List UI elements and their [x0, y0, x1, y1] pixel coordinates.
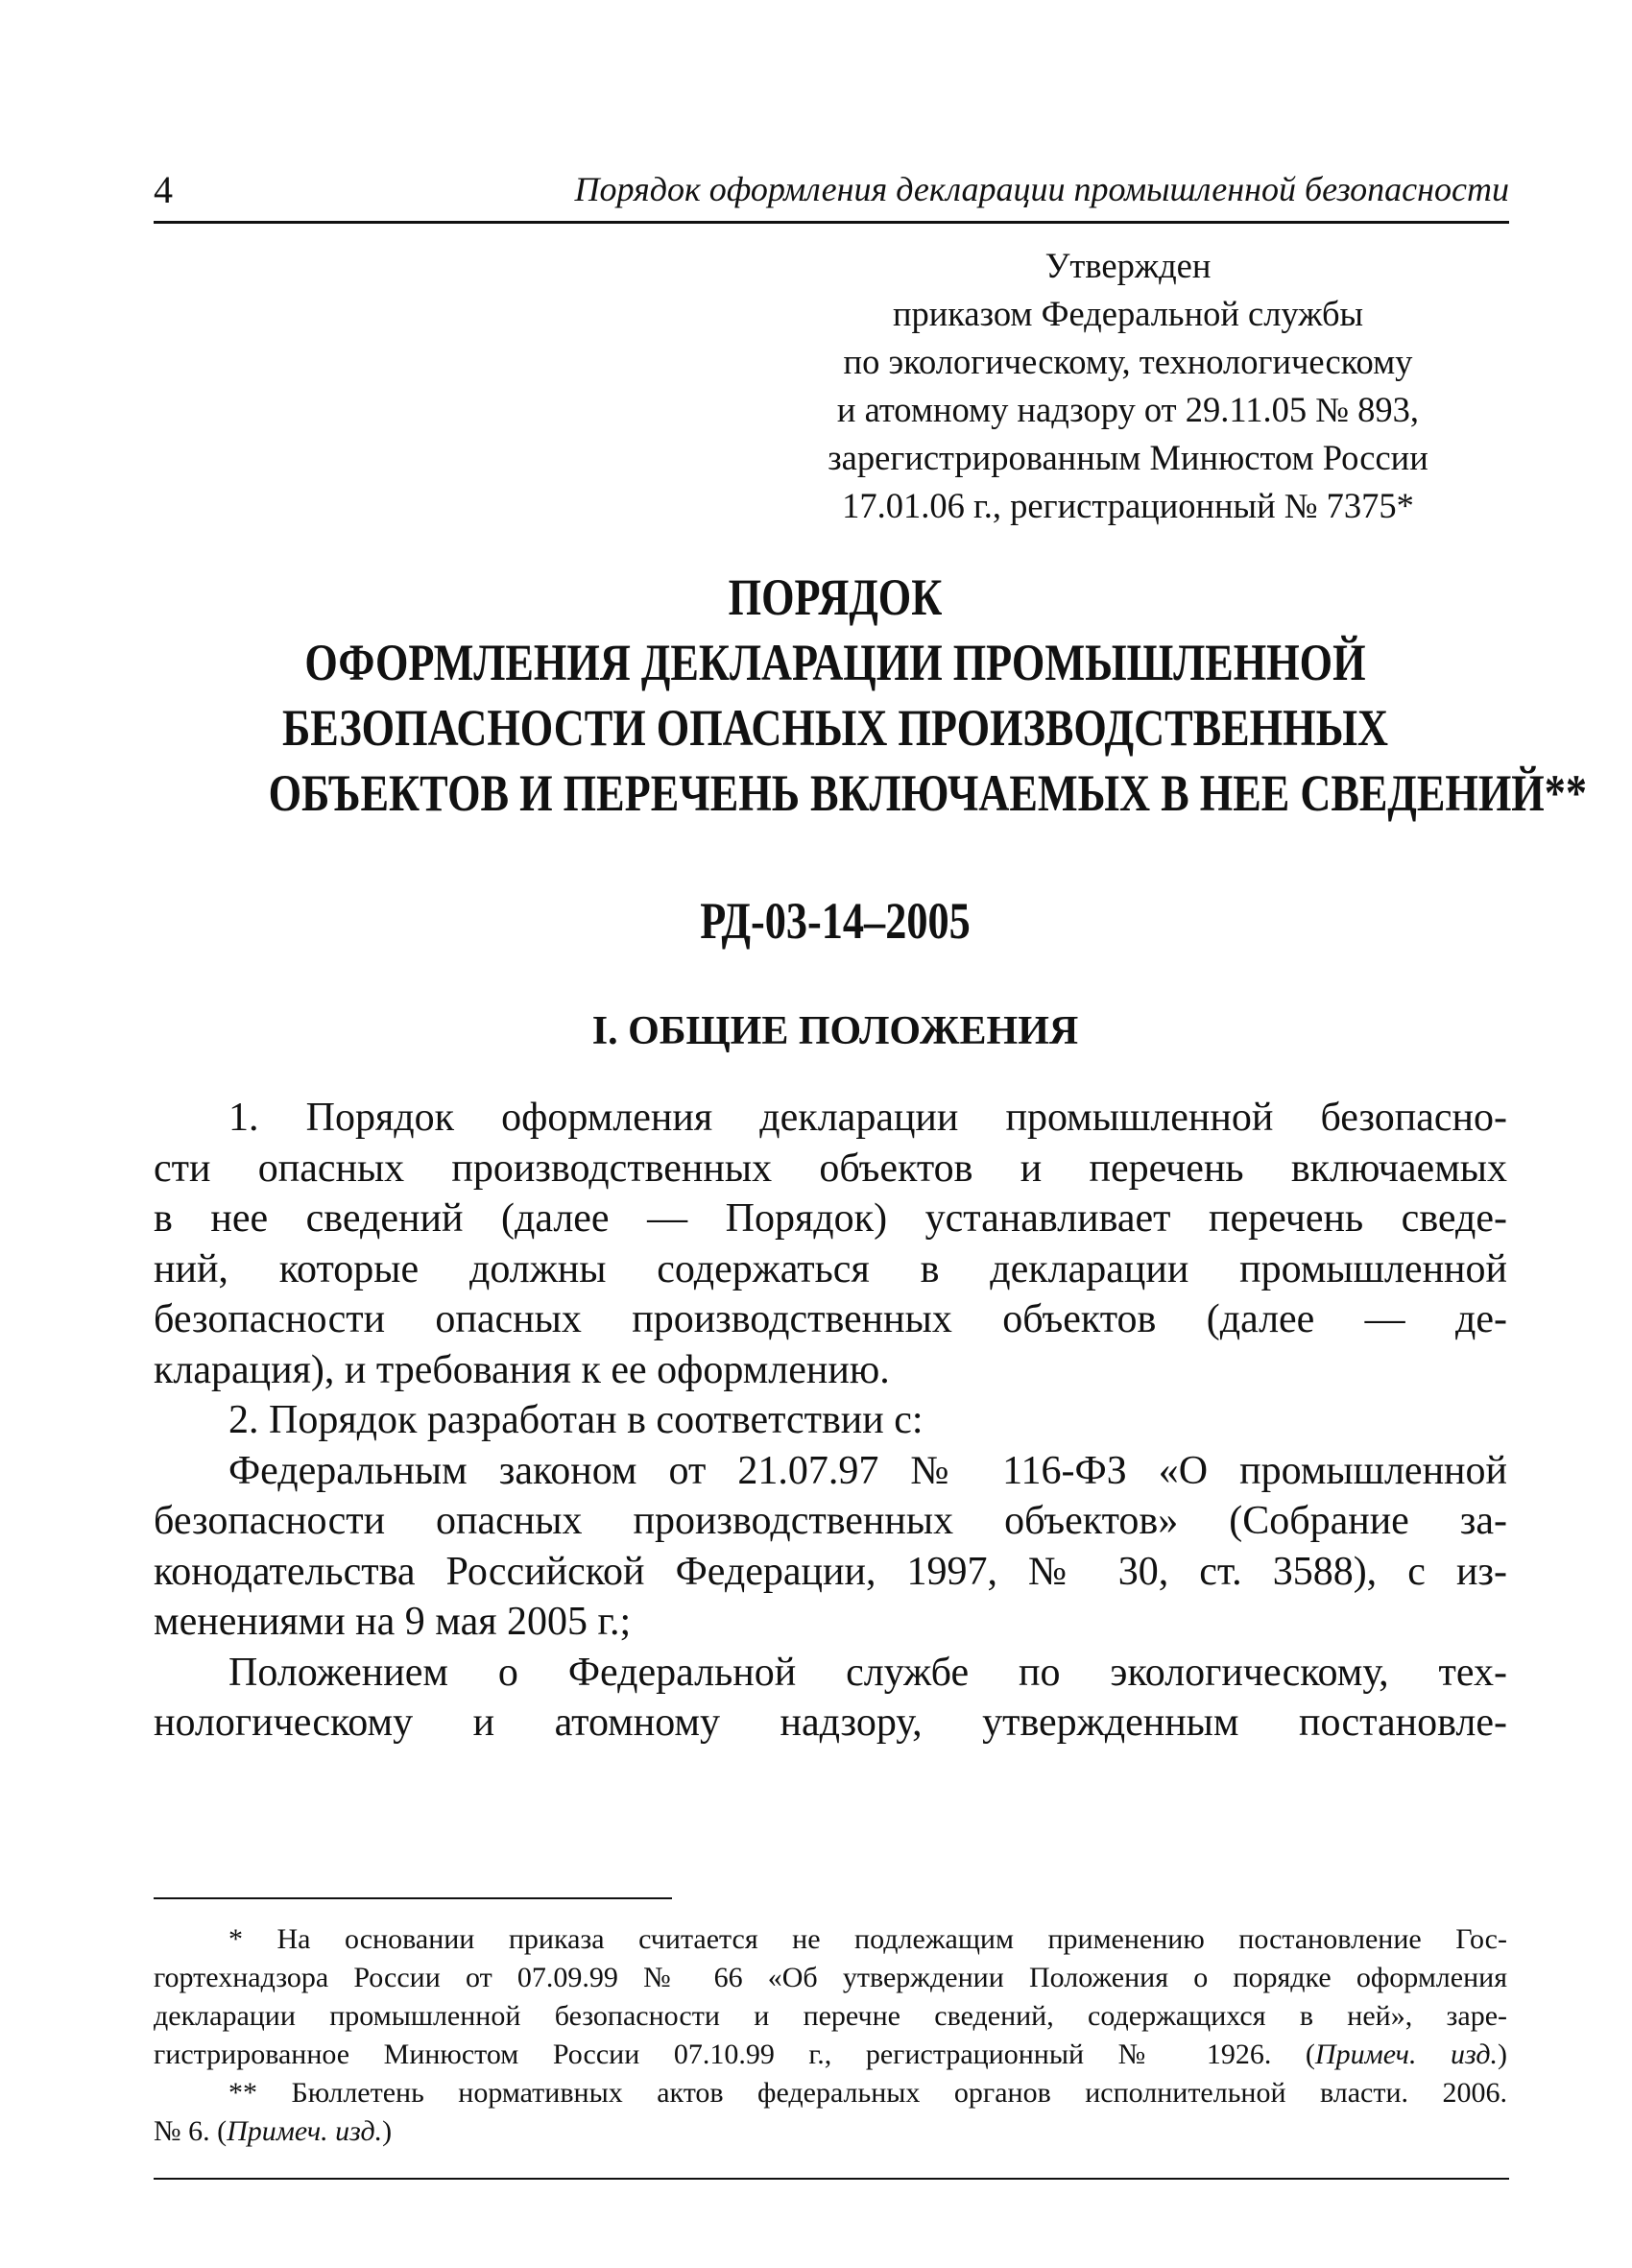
footnote-line: ** Бюллетень нормативных актов федеральных органов исполнительной власти. 2006.	[228, 2077, 1507, 2109]
footnote-separator	[154, 1897, 672, 1899]
approval-line: Утвержден	[1044, 246, 1212, 285]
approval-line: и атомному надзору от 29.11.05 № 893,	[836, 390, 1420, 429]
paragraph-line: кларация), и требования к ее оформлению.	[154, 1347, 890, 1392]
paragraph-line: нологическому и атомному надзору, утвержденным постановле-	[154, 1701, 1507, 1745]
running-title: Порядок оформления декларации промышленной безопасности	[574, 170, 1509, 208]
section-body	[154, 1093, 1507, 1749]
note-close: )	[1498, 2039, 1507, 2070]
footnotes	[154, 1920, 1507, 2151]
running-header	[154, 161, 1509, 224]
approval-line: приказом Федеральной службы	[892, 294, 1364, 333]
approval-line: по экологическому, технологическому	[843, 342, 1413, 381]
footnote-line	[154, 2112, 1507, 2151]
paragraph-line: Федеральным законом от 21.07.97 № 116-ФЗ «О промышленной	[228, 1448, 1507, 1493]
note-close: )	[382, 2115, 393, 2147]
paragraph-line: ний, которые должны содержаться в декларации промышленной	[154, 1246, 1507, 1291]
footnote-line: * На основании приказа считается не подлежащим применению постановление Гос-	[228, 1923, 1507, 1955]
title-line: ОБЪЕКТОВ И ПЕРЕЧЕНЬ ВКЛЮЧАЕМЫХ В НЕЕ СВЕДЕНИЙ**	[268, 764, 1588, 822]
document-code: РД-03-14–2005	[700, 892, 971, 950]
paragraph-line: конодательства Российской Федерации, 1997, № 30, ст. 3588), с из-	[154, 1549, 1507, 1594]
paragraph-line: безопасности опасных производственных объектов (далее — де-	[154, 1297, 1507, 1341]
document-title	[268, 565, 1588, 826]
title-line: ПОРЯДОК	[728, 568, 943, 626]
footnote-line: гортехнадзора России от 07.09.99 № 66 «Об утверждении Положения о порядке оформления	[154, 1962, 1507, 1993]
editor-note: Примеч. изд.	[1314, 2039, 1498, 2070]
footnote-line: декларации промышленной безопасности и перечне сведений, содержащихся в ней», заре-	[154, 2000, 1507, 2032]
approval-line: 17.01.06 г., регистрационный № 7375*	[842, 486, 1414, 525]
paragraph-line: 1. Порядок оформления декларации промышленной безопасно-	[228, 1096, 1507, 1140]
approval-block	[730, 242, 1526, 530]
footnote-text: № 6. (	[154, 2115, 228, 2147]
footnote-text: гистрированное Минюстом России 07.10.99 г., регистрационный № 1926. (	[154, 2039, 1315, 2070]
paragraph-line: в нее сведений (далее — Порядок) устанавливает перечень сведе-	[154, 1196, 1507, 1241]
paragraph-line: менениями на 9 мая 2005 г.;	[154, 1600, 632, 1644]
bottom-rule	[154, 2178, 1509, 2180]
paragraph-line: безопасности опасных производственных объектов» (Собрание за-	[154, 1499, 1507, 1543]
approval-line: зарегистрированным Минюстом России	[828, 438, 1428, 477]
paragraph-line: 2. Порядок разработан в соответствии с:	[228, 1398, 924, 1442]
page-number: 4	[154, 168, 173, 211]
paragraph-line: сти опасных производственных объектов и перечень включаемых	[154, 1146, 1507, 1191]
section-heading: I. ОБЩИЕ ПОЛОЖЕНИЯ	[591, 1009, 1079, 1053]
title-line: ОФОРМЛЕНИЯ ДЕКЛАРАЦИИ ПРОМЫШЛЕННОЙ	[304, 634, 1366, 691]
paragraph-line: Положением о Федеральной службе по экологическому, тех-	[228, 1650, 1507, 1695]
title-line: БЕЗОПАСНОСТИ ОПАСНЫХ ПРОИЗВОДСТВЕННЫХ	[281, 699, 1389, 757]
footnote-line	[154, 2036, 1507, 2074]
editor-note: Примеч. изд.	[227, 2115, 383, 2147]
